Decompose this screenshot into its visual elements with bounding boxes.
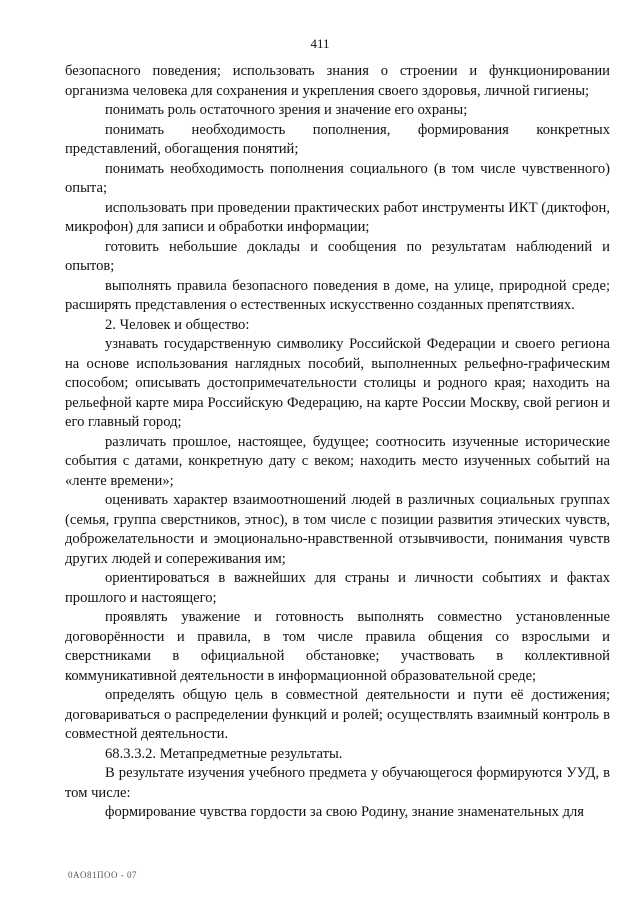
paragraph: проявлять уважение и готовность выполнять совместно установленные договорённости и правила, в том числе правила общения со взрослыми и сверстниками в официальной обстановке; участвовать в коллективной коммуникативной деятельности в информационной образовательной среде;: [65, 609, 610, 684]
paragraph: 68.3.3.2. Метапредметные результаты.: [105, 745, 343, 762]
paragraph: использовать при проведении практических работ инструменты ИКТ (диктофон, микрофон) для записи и обработки информации;: [65, 199, 610, 235]
paragraph: оценивать характер взаимоотношений людей в различных социальных группах (семья, группа сверстников, этнос), в том числе с позиции развития этических чувств, доброжелательности и эмоционально-нравственной отзывчивости, понимания чувств других людей и сопереживания им;: [65, 492, 610, 567]
paragraph: В результате изучения учебного предмета у обучающегося формируются УУД, в том числе:: [65, 765, 610, 801]
document-body: [65, 62, 610, 823]
paragraph: готовить небольшие доклады и сообщения по результатам наблюдений и опытов;: [65, 238, 610, 274]
paragraph: ориентироваться в важнейших для страны и личности событиях и фактах прошлого и настоящего;: [65, 570, 610, 606]
paragraph: формирование чувства гордости за свою Родину, знание знаменательных для: [105, 804, 584, 820]
paragraph: понимать необходимость пополнения, формирования конкретных представлений, обогащения понятий;: [65, 121, 610, 157]
footer-code: 0AO81ПОО - 07: [68, 870, 137, 880]
paragraph: выполнять правила безопасного поведения в доме, на улице, природной среде; расширять представления о естественных искусственно созданных препятствиях.: [65, 277, 610, 313]
paragraph: понимать роль остаточного зрения и значение его охраны;: [105, 102, 468, 118]
paragraph: 2. Человек и общество:: [105, 316, 250, 333]
paragraph: определять общую цель в совместной деятельности и пути её достижения; договариваться о распределении функций и ролей; осуществлять взаимный контроль в совместной деятельности.: [65, 687, 610, 742]
page-number: 411: [310, 36, 330, 51]
paragraph: понимать необходимость пополнения социального (в том числе чувственного) опыта;: [65, 160, 610, 196]
paragraph: узнавать государственную символику Российской Федерации и своего региона на основе использования наглядных пособий, выполненных рельефно-графическим способом; описывать достопримечательности столицы и родного края; находить на рельефной карте мира Российскую Федерацию, на карте России Москву, свой регион и его главный город;: [65, 336, 610, 430]
paragraph: различать прошлое, настоящее, будущее; соотносить изученные исторические события с датами, конкретную дату с веком; находить место изученных событий на «ленте времени»;: [65, 433, 610, 489]
paragraph: безопасного поведения; использовать знания о строении и функционировании организма человека для сохранения и укрепления своего здоровья, личной гигиены;: [65, 63, 610, 99]
